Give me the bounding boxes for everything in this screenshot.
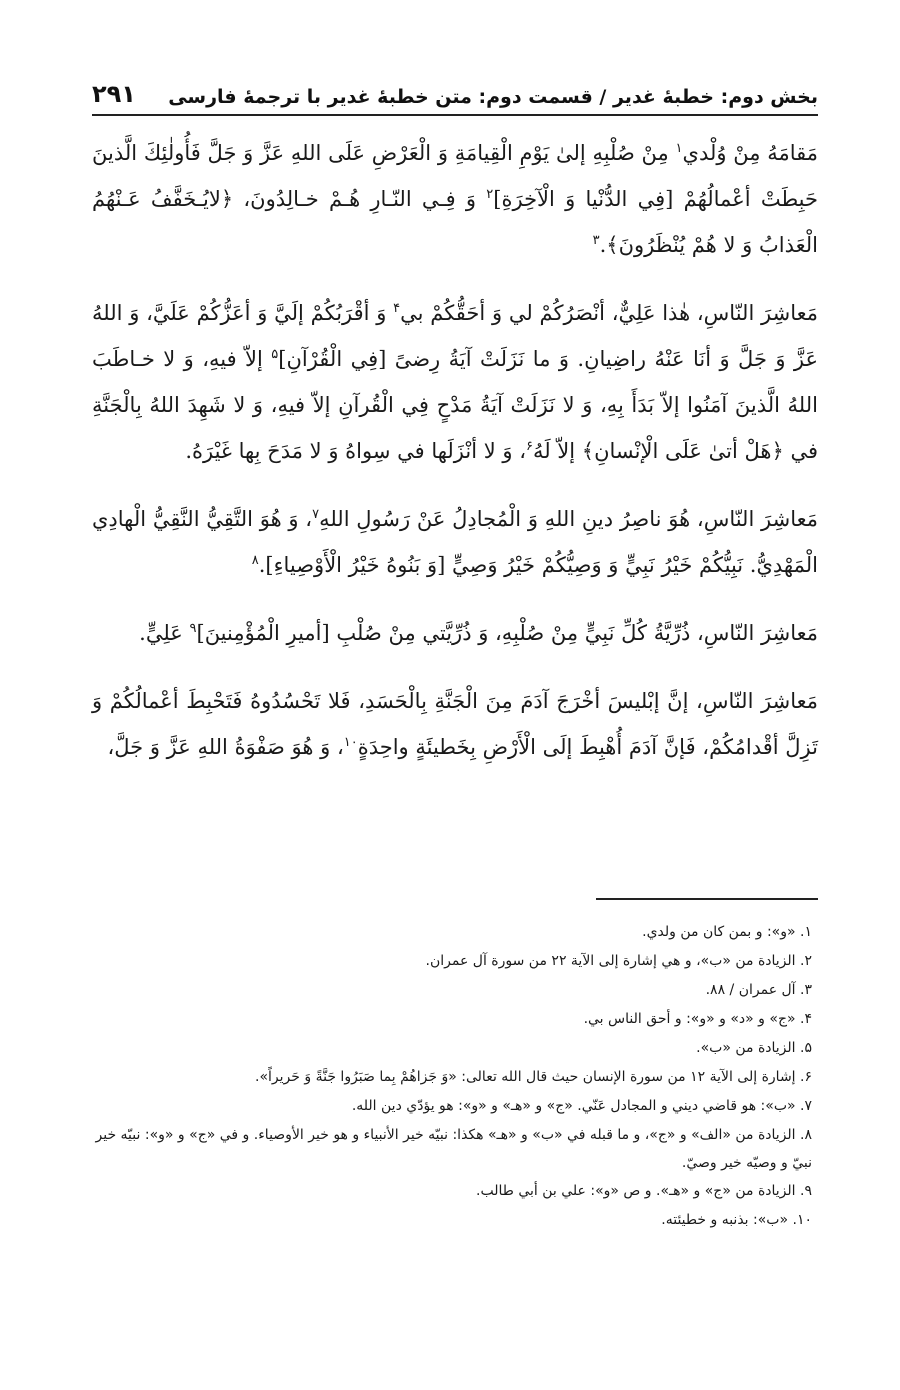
text-run: ، وَ لا أنْزَلَها في سِواهُ وَ لا مَدَحَ بِها غَيْرَهُ. [185, 439, 526, 463]
running-head: بخش دوم: خطبهٔ غدیر / قسمت دوم: متن خطبهٔ غدیر با ترجمهٔ فارسی [168, 86, 818, 108]
footnote-ref[interactable]: ۷ [312, 507, 320, 522]
text-run: وَ فِـي النّـارِ هُـمْ خـالِدُونَ، ﴿لايُـخَفَّفُ عَـنْهُمُ الْعَذابُ وَ لا هُمْ يُنْظَرُونَ﴾. [92, 187, 818, 257]
footnote-6: ۶. إشارة إلى الآية ۱۲ من سورة الإنسان حيث قال الله تعالى: «وَ جَزاهُمْ بِما صَبَرُوا جَنَّةً وَ حَريراً». [255, 1069, 812, 1085]
page-number: ۲۹۱ [92, 80, 136, 108]
paragraph-4 [92, 610, 818, 656]
text-run: ، وَ هُوَ التَّقِيُّ النَّقِيُّ الْهادِي الْمَهْدِيُّ. نَبِيُّكُمْ خَيْرُ نَبِيٍّ وَ وَصِيُّكُمْ خَيْرُ وَصِيٍّ [وَ بَنُوهُ خَيْرُ الْأَوْصِياءِ]. [92, 507, 818, 577]
footnote-ref[interactable]: ۳ [592, 233, 600, 248]
paragraph-2 [92, 290, 818, 474]
text-run: مَعاشِرَ النّاسِ، ذُرِّيَّةُ كُلِّ نَبِيٍّ مِنْ صُلْبِهِ، وَ ذُرِّيَّتي مِنْ صُلْبِ [أميرِ الْمُؤْمِنينَ] [196, 621, 818, 645]
text-run: مَقامَهُ مِنْ وُلْدي [682, 141, 818, 165]
text-run: مَعاشِرَ النّاسِ، إنَّ إبْليسَ أخْرَجَ آدَمَ مِنَ الْجَنَّةِ بِالْحَسَدِ، فَلا تَحْسُدُوهُ فَتَحْبِطَ أعْمالُكُمْ وَ تَزِلَّ أقْدامُكُمْ، فَإنَّ آدَمَ أُهْبِطَ إلَى الْأَرْضِ بِخَطيئَةٍ واحِدَةٍ [92, 689, 818, 759]
footnote-ref[interactable]: ۴ [393, 301, 401, 316]
text-run: إلاّ فيهِ، وَ لا خـاطَبَ اللهُ الَّذينَ آمَنُوا إلاّ بَدَأَ بِهِ، وَ لا نَزَلَتْ آيَةُ مَدْحٍ فِي الْقُرآنِ إلاّ فيهِ، وَ لا شَهِدَ اللهُ بِالْجَنَّةِ في ﴿هَلْ أتىٰ عَلَى الْإنْسانِ﴾ إلاّ لَهُ [92, 347, 818, 463]
paragraph-3 [92, 496, 818, 588]
text-run: مِنْ صُلْبِهِ إلىٰ يَوْمِ الْقِيامَةِ وَ الْعَرْضِ عَلَى اللهِ عَزَّ وَ جَلَّ فَأُولٰئِكَ الَّذينَ حَبِطَتْ أعْمالُهُمْ [فِي الدُّنْيا وَ الْآخِرَةِ] [92, 141, 818, 211]
footnote-separator [596, 898, 818, 900]
footnote-10: ۱۰. «ب»: بذنبه و خطيئته. [661, 1212, 812, 1228]
footnotes [92, 918, 818, 1235]
footnote-5: ۵. الزيادة من «ب». [696, 1040, 812, 1056]
footnote-ref[interactable]: ۹ [189, 621, 197, 636]
text-run: ، وَ هُوَ صَفْوَةُ اللهِ عَزَّ وَ جَلَّ، [107, 735, 344, 759]
text-run: وَ أقْرَبُكُمْ إلَيَّ وَ أعَزُّكُمْ عَلَيَّ، وَ اللهُ عَزَّ وَ جَلَّ وَ أنَا عَنْهُ راضِيانِ. وَ ما نَزَلَتْ آيَةُ رِضىً [فِي الْقُرْآنِ] [92, 301, 818, 371]
footnote-2: ۲. الزيادة من «ب»، و هي إشارة إلى الآية ۲۲ من سورة آل عمران. [425, 953, 812, 969]
text-run: مَعاشِرَ النّاسِ، هٰذا عَلِيٌّ، أنْصَرُكُمْ لي وَ أحَقُّكُمْ بي [400, 301, 818, 325]
footnote-ref[interactable]: ۶ [525, 439, 533, 454]
footnote-8: ۸. الزيادة من «الف» و «ج»، و ما قبله في «ب» و «هـ» هكذا: نبيّه خير الأنبياء و هو خير الأوصياء. و في «ج» و «و»: نبيّه خير نبيّ و وصيّه خير وصيّ. [95, 1127, 812, 1171]
paragraph-1 [92, 130, 818, 268]
footnote-9: ۹. الزيادة من «ج» و «هـ». و ص «و»: علي بن أبي طالب. [476, 1183, 812, 1199]
footnote-ref[interactable]: ۱۰ [343, 735, 358, 750]
footnote-4: ۴. «ج» و «د» و «و»: و أحق الناس بي. [583, 1011, 812, 1027]
footnote-ref[interactable]: ۸ [251, 553, 259, 568]
text-run: عَلِيٍّ. [139, 621, 183, 645]
footnote-ref[interactable]: ۱ [675, 141, 683, 156]
footnote-ref[interactable]: ۵ [271, 347, 279, 362]
footnote-ref[interactable]: ۲ [486, 187, 494, 202]
footnote-1: ۱. «و»: و بمن كان من ولدي. [642, 924, 812, 940]
paragraph-5 [92, 678, 818, 770]
page-header [92, 60, 818, 116]
text-run: مَعاشِرَ النّاسِ، هُوَ ناصِرُ دينِ اللهِ وَ الْمُجادِلُ عَنْ رَسُولِ اللهِ [319, 507, 819, 531]
main-text [92, 130, 818, 770]
book-page [92, 60, 818, 1360]
footnote-7: ۷. «ب»: هو قاضي ديني و المجادل عَنّي. «ج» و «هـ» و «و»: هو يؤدّي دين الله. [351, 1098, 812, 1114]
footnote-3: ۳. آل عمران / ۸۸. [705, 982, 812, 998]
